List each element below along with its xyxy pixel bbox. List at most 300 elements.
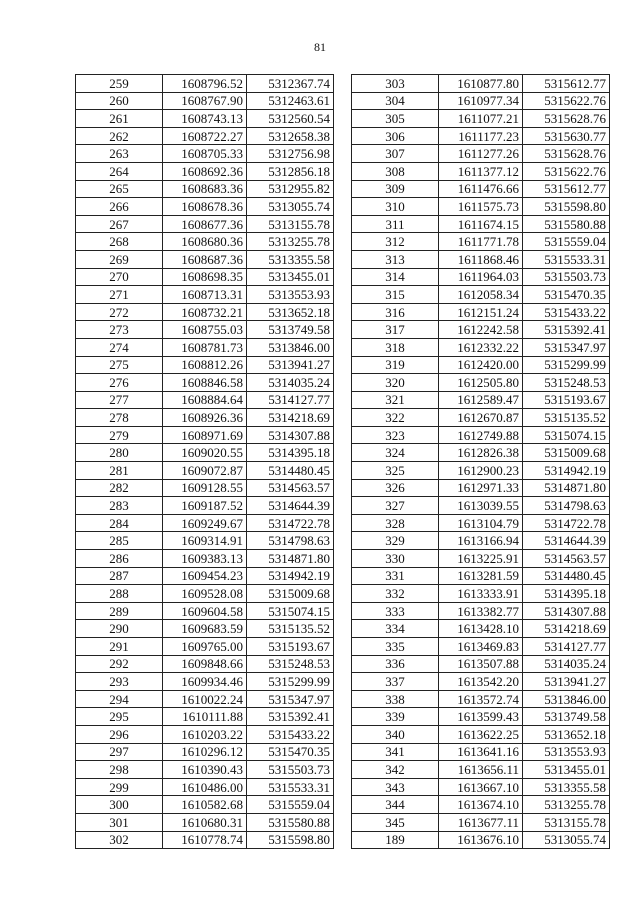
table-row [352, 198, 610, 216]
y-coordinate-cell: 5315248.53 [523, 374, 610, 392]
table-row [76, 303, 334, 321]
table-row [76, 567, 334, 585]
y-coordinate-cell: 5315074.15 [247, 602, 334, 620]
point-number-cell: 292 [76, 655, 163, 673]
point-number-cell: 332 [352, 585, 439, 603]
y-coordinate-cell: 5313055.74 [523, 831, 610, 849]
y-coordinate-cell: 5313846.00 [523, 690, 610, 708]
table-row [352, 180, 610, 198]
table-row [352, 831, 610, 849]
table-row [76, 655, 334, 673]
point-number-cell: 290 [76, 620, 163, 638]
x-coordinate-cell: 1612332.22 [439, 338, 523, 356]
x-coordinate-cell: 1609683.59 [163, 620, 247, 638]
y-coordinate-cell: 5314798.63 [247, 532, 334, 550]
table-row [76, 813, 334, 831]
point-number-cell: 345 [352, 813, 439, 831]
y-coordinate-cell: 5315628.76 [523, 145, 610, 163]
table-row [352, 813, 610, 831]
x-coordinate-cell: 1608812.26 [163, 356, 247, 374]
y-coordinate-cell: 5315135.52 [523, 409, 610, 427]
x-coordinate-cell: 1612242.58 [439, 321, 523, 339]
table-row [352, 761, 610, 779]
x-coordinate-cell: 1609383.13 [163, 550, 247, 568]
x-coordinate-cell: 1608687.36 [163, 250, 247, 268]
table-row [76, 426, 334, 444]
point-number-cell: 189 [352, 831, 439, 849]
x-coordinate-cell: 1613622.25 [439, 725, 523, 743]
x-coordinate-cell: 1613382.77 [439, 602, 523, 620]
table-row [352, 338, 610, 356]
y-coordinate-cell: 5313455.01 [523, 761, 610, 779]
point-number-cell: 287 [76, 567, 163, 585]
point-number-cell: 289 [76, 602, 163, 620]
table-row [76, 180, 334, 198]
x-coordinate-cell: 1612589.47 [439, 391, 523, 409]
x-coordinate-cell: 1608680.36 [163, 233, 247, 251]
y-coordinate-cell: 5313652.18 [523, 725, 610, 743]
y-coordinate-cell: 5315392.41 [247, 708, 334, 726]
x-coordinate-cell: 1613572.74 [439, 690, 523, 708]
point-number-cell: 336 [352, 655, 439, 673]
point-number-cell: 319 [352, 356, 439, 374]
x-coordinate-cell: 1608926.36 [163, 409, 247, 427]
table-row [76, 409, 334, 427]
coordinates-table-left-body [76, 75, 334, 849]
table-row [352, 268, 610, 286]
x-coordinate-cell: 1608846.58 [163, 374, 247, 392]
point-number-cell: 322 [352, 409, 439, 427]
table-row [76, 479, 334, 497]
y-coordinate-cell: 5315580.88 [523, 215, 610, 233]
y-coordinate-cell: 5315193.67 [523, 391, 610, 409]
y-coordinate-cell: 5314644.39 [247, 497, 334, 515]
x-coordinate-cell: 1612971.33 [439, 479, 523, 497]
table-row [76, 145, 334, 163]
table-row [352, 585, 610, 603]
y-coordinate-cell: 5313055.74 [247, 198, 334, 216]
y-coordinate-cell: 5314480.45 [247, 462, 334, 480]
x-coordinate-cell: 1613674.10 [439, 796, 523, 814]
y-coordinate-cell: 5314942.19 [523, 462, 610, 480]
table-row [76, 92, 334, 110]
point-number-cell: 303 [352, 75, 439, 93]
y-coordinate-cell: 5315630.77 [523, 127, 610, 145]
y-coordinate-cell: 5315559.04 [247, 796, 334, 814]
x-coordinate-cell: 1611277.26 [439, 145, 523, 163]
point-number-cell: 295 [76, 708, 163, 726]
x-coordinate-cell: 1613104.79 [439, 514, 523, 532]
y-coordinate-cell: 5315433.22 [523, 303, 610, 321]
point-number-cell: 261 [76, 110, 163, 128]
y-coordinate-cell: 5314307.88 [523, 602, 610, 620]
table-row [76, 602, 334, 620]
y-coordinate-cell: 5315612.77 [523, 75, 610, 93]
point-number-cell: 268 [76, 233, 163, 251]
x-coordinate-cell: 1612420.00 [439, 356, 523, 374]
point-number-cell: 281 [76, 462, 163, 480]
table-row [352, 514, 610, 532]
y-coordinate-cell: 5314871.80 [523, 479, 610, 497]
point-number-cell: 302 [76, 831, 163, 849]
y-coordinate-cell: 5312955.82 [247, 180, 334, 198]
table-row [352, 602, 610, 620]
table-row [76, 162, 334, 180]
point-number-cell: 317 [352, 321, 439, 339]
table-row [352, 743, 610, 761]
y-coordinate-cell: 5315193.67 [247, 638, 334, 656]
y-coordinate-cell: 5315347.97 [247, 690, 334, 708]
table-row [352, 550, 610, 568]
point-number-cell: 298 [76, 761, 163, 779]
y-coordinate-cell: 5314798.63 [523, 497, 610, 515]
x-coordinate-cell: 1609528.08 [163, 585, 247, 603]
point-number-cell: 326 [352, 479, 439, 497]
x-coordinate-cell: 1609848.66 [163, 655, 247, 673]
y-coordinate-cell: 5315533.31 [523, 250, 610, 268]
table-row [76, 391, 334, 409]
point-number-cell: 312 [352, 233, 439, 251]
point-number-cell: 278 [76, 409, 163, 427]
x-coordinate-cell: 1608705.33 [163, 145, 247, 163]
x-coordinate-cell: 1613641.16 [439, 743, 523, 761]
y-coordinate-cell: 5314307.88 [247, 426, 334, 444]
table-row [352, 426, 610, 444]
y-coordinate-cell: 5314722.78 [247, 514, 334, 532]
table-row [352, 796, 610, 814]
table-row [352, 250, 610, 268]
y-coordinate-cell: 5314127.77 [247, 391, 334, 409]
point-number-cell: 306 [352, 127, 439, 145]
point-number-cell: 276 [76, 374, 163, 392]
table-row [76, 462, 334, 480]
y-coordinate-cell: 5315299.99 [523, 356, 610, 374]
point-number-cell: 271 [76, 286, 163, 304]
x-coordinate-cell: 1610296.12 [163, 743, 247, 761]
point-number-cell: 269 [76, 250, 163, 268]
table-row [352, 690, 610, 708]
x-coordinate-cell: 1612749.88 [439, 426, 523, 444]
y-coordinate-cell: 5312367.74 [247, 75, 334, 93]
point-number-cell: 305 [352, 110, 439, 128]
x-coordinate-cell: 1610203.22 [163, 725, 247, 743]
point-number-cell: 315 [352, 286, 439, 304]
x-coordinate-cell: 1611377.12 [439, 162, 523, 180]
y-coordinate-cell: 5313846.00 [247, 338, 334, 356]
table-row [76, 743, 334, 761]
y-coordinate-cell: 5313553.93 [247, 286, 334, 304]
x-coordinate-cell: 1612670.87 [439, 409, 523, 427]
y-coordinate-cell: 5315628.76 [523, 110, 610, 128]
point-number-cell: 343 [352, 778, 439, 796]
table-row [352, 725, 610, 743]
point-number-cell: 263 [76, 145, 163, 163]
y-coordinate-cell: 5315248.53 [247, 655, 334, 673]
point-number-cell: 279 [76, 426, 163, 444]
x-coordinate-cell: 1613225.91 [439, 550, 523, 568]
x-coordinate-cell: 1613667.10 [439, 778, 523, 796]
table-row [352, 391, 610, 409]
x-coordinate-cell: 1613469.83 [439, 638, 523, 656]
x-coordinate-cell: 1610680.31 [163, 813, 247, 831]
table-row [352, 233, 610, 251]
x-coordinate-cell: 1610877.80 [439, 75, 523, 93]
y-coordinate-cell: 5315347.97 [523, 338, 610, 356]
table-row [76, 638, 334, 656]
table-row [352, 532, 610, 550]
table-row [76, 708, 334, 726]
table-row [352, 497, 610, 515]
table-row [352, 778, 610, 796]
y-coordinate-cell: 5313155.78 [247, 215, 334, 233]
y-coordinate-cell: 5315503.73 [247, 761, 334, 779]
table-row [352, 567, 610, 585]
y-coordinate-cell: 5313941.27 [247, 356, 334, 374]
point-number-cell: 310 [352, 198, 439, 216]
point-number-cell: 291 [76, 638, 163, 656]
x-coordinate-cell: 1610486.00 [163, 778, 247, 796]
y-coordinate-cell: 5313255.78 [247, 233, 334, 251]
y-coordinate-cell: 5312560.54 [247, 110, 334, 128]
y-coordinate-cell: 5314563.57 [523, 550, 610, 568]
table-row [76, 233, 334, 251]
point-number-cell: 335 [352, 638, 439, 656]
x-coordinate-cell: 1613676.10 [439, 831, 523, 849]
x-coordinate-cell: 1610022.24 [163, 690, 247, 708]
y-coordinate-cell: 5314035.24 [523, 655, 610, 673]
x-coordinate-cell: 1611476.66 [439, 180, 523, 198]
point-number-cell: 301 [76, 813, 163, 831]
y-coordinate-cell: 5312756.98 [247, 145, 334, 163]
point-number-cell: 308 [352, 162, 439, 180]
point-number-cell: 309 [352, 180, 439, 198]
y-coordinate-cell: 5313255.78 [523, 796, 610, 814]
table-row [352, 75, 610, 93]
y-coordinate-cell: 5315612.77 [523, 180, 610, 198]
x-coordinate-cell: 1613333.91 [439, 585, 523, 603]
table-row [352, 356, 610, 374]
y-coordinate-cell: 5315470.35 [523, 286, 610, 304]
point-number-cell: 334 [352, 620, 439, 638]
x-coordinate-cell: 1613039.55 [439, 497, 523, 515]
point-number-cell: 272 [76, 303, 163, 321]
x-coordinate-cell: 1608884.64 [163, 391, 247, 409]
y-coordinate-cell: 5314218.69 [247, 409, 334, 427]
x-coordinate-cell: 1608683.36 [163, 180, 247, 198]
point-number-cell: 273 [76, 321, 163, 339]
x-coordinate-cell: 1612151.24 [439, 303, 523, 321]
x-coordinate-cell: 1613599.43 [439, 708, 523, 726]
x-coordinate-cell: 1608743.13 [163, 110, 247, 128]
x-coordinate-cell: 1609249.67 [163, 514, 247, 532]
point-number-cell: 283 [76, 497, 163, 515]
y-coordinate-cell: 5314395.18 [247, 444, 334, 462]
table-row [76, 831, 334, 849]
y-coordinate-cell: 5312856.18 [247, 162, 334, 180]
y-coordinate-cell: 5313749.58 [247, 321, 334, 339]
y-coordinate-cell: 5313455.01 [247, 268, 334, 286]
x-coordinate-cell: 1613542.20 [439, 673, 523, 691]
x-coordinate-cell: 1608781.73 [163, 338, 247, 356]
table-row [76, 198, 334, 216]
point-number-cell: 313 [352, 250, 439, 268]
point-number-cell: 286 [76, 550, 163, 568]
x-coordinate-cell: 1610778.74 [163, 831, 247, 849]
x-coordinate-cell: 1612505.80 [439, 374, 523, 392]
table-row [76, 127, 334, 145]
point-number-cell: 304 [352, 92, 439, 110]
point-number-cell: 329 [352, 532, 439, 550]
point-number-cell: 318 [352, 338, 439, 356]
table-row [76, 356, 334, 374]
x-coordinate-cell: 1609454.23 [163, 567, 247, 585]
point-number-cell: 337 [352, 673, 439, 691]
y-coordinate-cell: 5313941.27 [523, 673, 610, 691]
table-row [76, 286, 334, 304]
y-coordinate-cell: 5315135.52 [247, 620, 334, 638]
x-coordinate-cell: 1609128.55 [163, 479, 247, 497]
y-coordinate-cell: 5314722.78 [523, 514, 610, 532]
x-coordinate-cell: 1609187.52 [163, 497, 247, 515]
point-number-cell: 323 [352, 426, 439, 444]
y-coordinate-cell: 5312463.61 [247, 92, 334, 110]
point-number-cell: 342 [352, 761, 439, 779]
x-coordinate-cell: 1612058.34 [439, 286, 523, 304]
point-number-cell: 340 [352, 725, 439, 743]
point-number-cell: 307 [352, 145, 439, 163]
table-row [352, 409, 610, 427]
point-number-cell: 339 [352, 708, 439, 726]
point-number-cell: 297 [76, 743, 163, 761]
y-coordinate-cell: 5314942.19 [247, 567, 334, 585]
y-coordinate-cell: 5313749.58 [523, 708, 610, 726]
y-coordinate-cell: 5315470.35 [247, 743, 334, 761]
point-number-cell: 267 [76, 215, 163, 233]
y-coordinate-cell: 5314395.18 [523, 585, 610, 603]
point-number-cell: 324 [352, 444, 439, 462]
x-coordinate-cell: 1613428.10 [439, 620, 523, 638]
x-coordinate-cell: 1611575.73 [439, 198, 523, 216]
x-coordinate-cell: 1613166.94 [439, 532, 523, 550]
x-coordinate-cell: 1608755.03 [163, 321, 247, 339]
point-number-cell: 299 [76, 778, 163, 796]
table-row [76, 268, 334, 286]
x-coordinate-cell: 1609072.87 [163, 462, 247, 480]
coordinates-table-left [75, 74, 334, 849]
point-number-cell: 288 [76, 585, 163, 603]
x-coordinate-cell: 1612900.23 [439, 462, 523, 480]
x-coordinate-cell: 1613677.11 [439, 813, 523, 831]
point-number-cell: 300 [76, 796, 163, 814]
y-coordinate-cell: 5315559.04 [523, 233, 610, 251]
point-number-cell: 321 [352, 391, 439, 409]
table-row [76, 620, 334, 638]
x-coordinate-cell: 1612826.38 [439, 444, 523, 462]
y-coordinate-cell: 5314127.77 [523, 638, 610, 656]
x-coordinate-cell: 1608796.52 [163, 75, 247, 93]
point-number-cell: 260 [76, 92, 163, 110]
y-coordinate-cell: 5313355.58 [523, 778, 610, 796]
table-row [352, 127, 610, 145]
x-coordinate-cell: 1608732.21 [163, 303, 247, 321]
x-coordinate-cell: 1608692.36 [163, 162, 247, 180]
point-number-cell: 331 [352, 567, 439, 585]
point-number-cell: 316 [352, 303, 439, 321]
x-coordinate-cell: 1609934.46 [163, 673, 247, 691]
x-coordinate-cell: 1611077.21 [439, 110, 523, 128]
x-coordinate-cell: 1608698.35 [163, 268, 247, 286]
y-coordinate-cell: 5315433.22 [247, 725, 334, 743]
y-coordinate-cell: 5314480.45 [523, 567, 610, 585]
table-row [76, 215, 334, 233]
y-coordinate-cell: 5312658.38 [247, 127, 334, 145]
point-number-cell: 265 [76, 180, 163, 198]
y-coordinate-cell: 5314218.69 [523, 620, 610, 638]
y-coordinate-cell: 5314035.24 [247, 374, 334, 392]
point-number-cell: 296 [76, 725, 163, 743]
x-coordinate-cell: 1610111.88 [163, 708, 247, 726]
y-coordinate-cell: 5315622.76 [523, 162, 610, 180]
table-row [76, 321, 334, 339]
y-coordinate-cell: 5313652.18 [247, 303, 334, 321]
x-coordinate-cell: 1611177.23 [439, 127, 523, 145]
table-row [352, 462, 610, 480]
point-number-cell: 333 [352, 602, 439, 620]
y-coordinate-cell: 5313553.93 [523, 743, 610, 761]
table-row [76, 374, 334, 392]
y-coordinate-cell: 5315074.15 [523, 426, 610, 444]
y-coordinate-cell: 5314563.57 [247, 479, 334, 497]
point-number-cell: 284 [76, 514, 163, 532]
table-row [76, 444, 334, 462]
x-coordinate-cell: 1608713.31 [163, 286, 247, 304]
table-row [76, 690, 334, 708]
point-number-cell: 285 [76, 532, 163, 550]
table-row [352, 620, 610, 638]
x-coordinate-cell: 1609604.58 [163, 602, 247, 620]
table-row [76, 778, 334, 796]
table-row [76, 338, 334, 356]
page-number: 81 [314, 40, 326, 54]
x-coordinate-cell: 1609314.91 [163, 532, 247, 550]
x-coordinate-cell: 1611771.78 [439, 233, 523, 251]
table-row [352, 92, 610, 110]
x-coordinate-cell: 1609765.00 [163, 638, 247, 656]
point-number-cell: 330 [352, 550, 439, 568]
point-number-cell: 320 [352, 374, 439, 392]
x-coordinate-cell: 1609020.55 [163, 444, 247, 462]
table-row [76, 532, 334, 550]
table-row [76, 796, 334, 814]
point-number-cell: 280 [76, 444, 163, 462]
table-row [352, 110, 610, 128]
x-coordinate-cell: 1613656.11 [439, 761, 523, 779]
x-coordinate-cell: 1613281.59 [439, 567, 523, 585]
y-coordinate-cell: 5314871.80 [247, 550, 334, 568]
y-coordinate-cell: 5315009.68 [247, 585, 334, 603]
table-row [76, 550, 334, 568]
x-coordinate-cell: 1608678.36 [163, 198, 247, 216]
x-coordinate-cell: 1611868.46 [439, 250, 523, 268]
point-number-cell: 341 [352, 743, 439, 761]
point-number-cell: 259 [76, 75, 163, 93]
y-coordinate-cell: 5315622.76 [523, 92, 610, 110]
y-coordinate-cell: 5314644.39 [523, 532, 610, 550]
point-number-cell: 275 [76, 356, 163, 374]
point-number-cell: 314 [352, 268, 439, 286]
x-coordinate-cell: 1610582.68 [163, 796, 247, 814]
point-number-cell: 266 [76, 198, 163, 216]
